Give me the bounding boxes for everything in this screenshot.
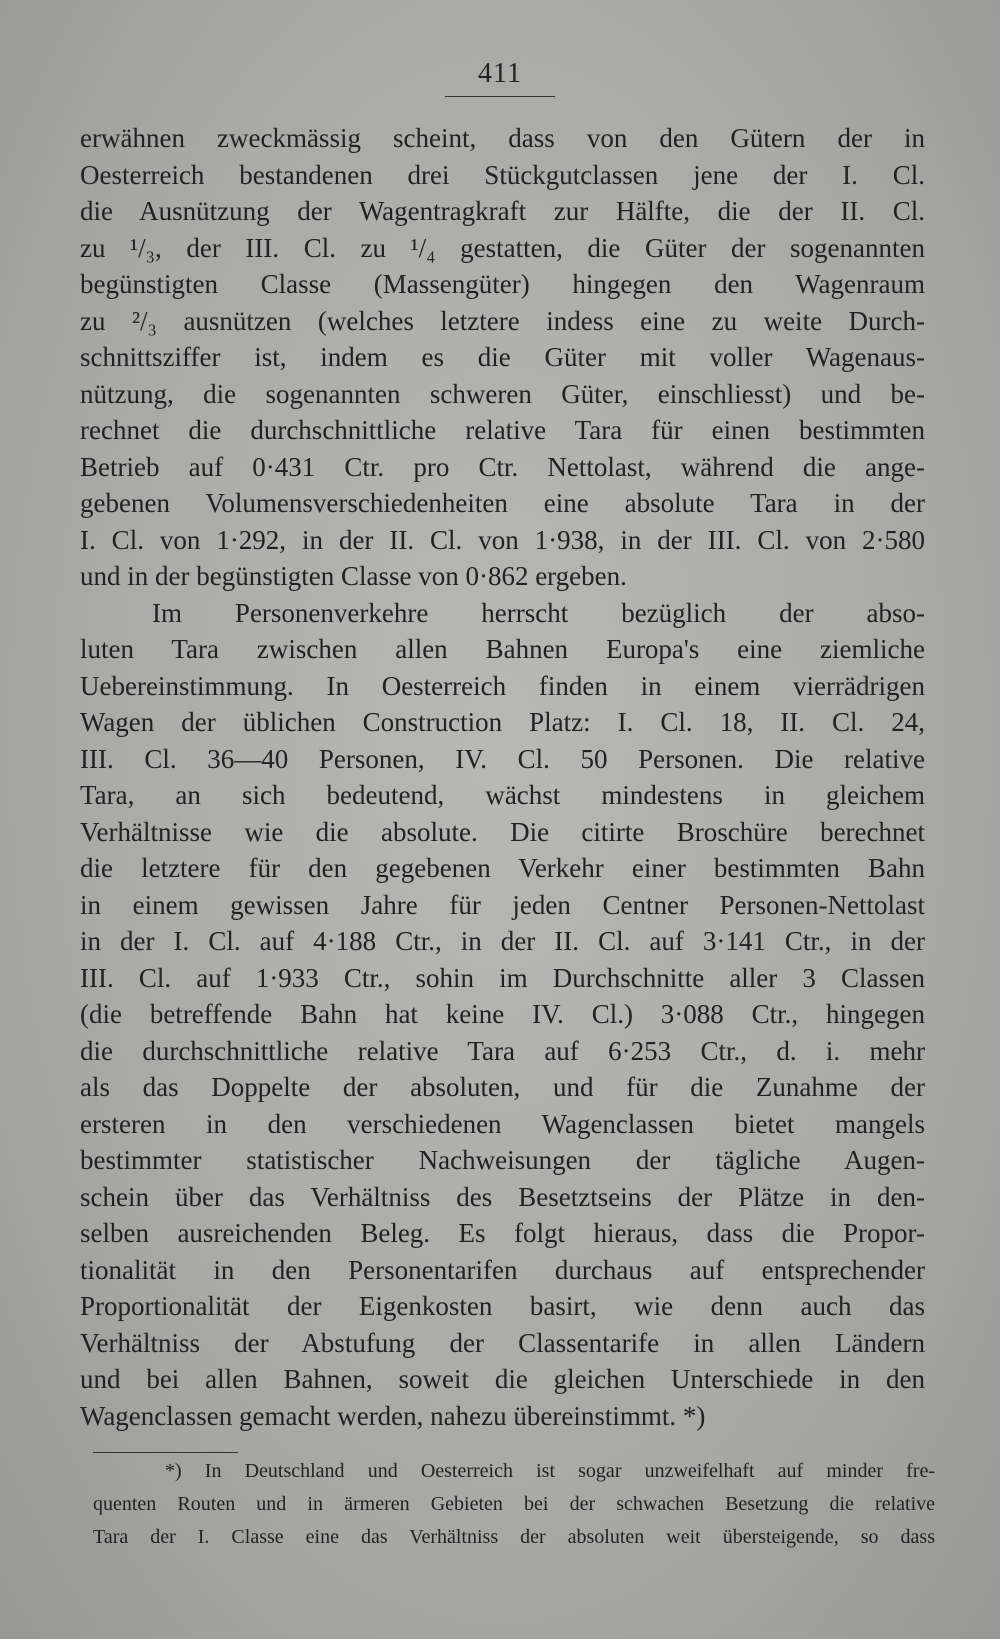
body-text [80, 120, 925, 1434]
text-line: schein über das Verhältniss des Besetztseins der Plätze in den- [80, 1181, 925, 1212]
text-line: Verhältnisse wie die absolute. Die citirte Broschüre berechnet [80, 816, 925, 847]
footnote-line: quenten Routen und in ärmeren Gebieten bei der schwachen Besetzung die relative [93, 1493, 935, 1515]
text-line: tionalität in den Personentarifen durchaus auf entsprechender [80, 1254, 925, 1285]
text-line: rechnet die durchschnittliche relative Tara für einen bestimmten [80, 415, 925, 445]
text-line: Verhältniss der Abstufung der Classentarife in allen Ländern [80, 1327, 925, 1358]
text-line: Oesterreich bestandenen drei Stückgutclassen jene der I. Cl. [80, 159, 925, 190]
text-line: die Ausnützung der Wagentragkraft zur Hälfte, die der II. Cl. [80, 196, 925, 226]
text-line: ersteren in den verschiedenen Wagenclassen bietet mangels [80, 1108, 925, 1139]
footnote-line: Tara der I. Classe eine das Verhältniss der absoluten weit übersteigende, so dass [93, 1526, 935, 1548]
text-line: und bei allen Bahnen, soweit die gleichen Unterschiede in den [80, 1364, 925, 1394]
text-line: III. Cl. auf 1·933 Ctr., sohin im Durchschnitte aller 3 Classen [80, 962, 925, 993]
text-line: bestimmter statistischer Nachweisungen der tägliche Augen- [80, 1145, 925, 1175]
page-number: 411 [478, 58, 522, 89]
header-rule [445, 96, 555, 97]
text-line: schnittsziffer ist, indem es die Güter mit voller Wagenaus- [80, 342, 925, 372]
text-line: zu ¹/₃, der III. Cl. zu ¹/₄ gestatten, die Güter der sogenannten [80, 232, 925, 263]
text-line: die letztere für den gegebenen Verkehr einer bestimmten Bahn [80, 853, 925, 883]
text-line: und in der begünstigten Classe von 0·862 ergeben. [80, 561, 627, 591]
footnote [93, 1455, 935, 1554]
text-line: III. Cl. 36—40 Personen, IV. Cl. 50 Personen. Die relative [80, 743, 925, 774]
text-line: Proportionalität der Eigenkosten basirt, wie denn auch das [80, 1291, 925, 1321]
text-line: begünstigten Classe (Massengüter) hingegen den Wagenraum [80, 269, 925, 299]
text-line: I. Cl. von 1·292, in der II. Cl. von 1·938, in der III. Cl. von 2·580 [80, 524, 925, 555]
footnote-rule [93, 1452, 238, 1453]
text-line: Wagen der üblichen Construction Platz: I. Cl. 18, II. Cl. 24, [80, 707, 925, 737]
text-line: Wagenclassen gemacht werden, nahezu übereinstimmt. *) [80, 1400, 706, 1431]
text-line: gebenen Volumensverschiedenheiten eine absolute Tara in der [80, 488, 925, 518]
paragraph-start-line: Im Personenverkehre herrscht bezüglich der abso- [152, 597, 925, 628]
text-line: in der I. Cl. auf 4·188 Ctr., in der II. Cl. auf 3·141 Ctr., in der [80, 926, 925, 956]
text-line: (die betreffende Bahn hat keine IV. Cl.) 3·088 Ctr., hingegen [80, 999, 925, 1029]
text-line: zu ²/₃ ausnützen (welches letztere indess eine zu weite Durch- [80, 305, 925, 336]
text-line: in einem gewissen Jahre für jeden Centner Personen-Nettolast [80, 889, 925, 920]
text-line: als das Doppelte der absoluten, und für die Zunahme der [80, 1072, 925, 1102]
text-line: Uebereinstimmung. In Oesterreich finden in einem vierrädrigen [80, 670, 925, 701]
text-line: Tara, an sich bedeutend, wächst mindestens in gleichem [80, 780, 925, 810]
text-line: erwähnen zweckmässig scheint, dass von den Gütern der in [80, 123, 925, 153]
text-line: luten Tara zwischen allen Bahnen Europa's eine ziemliche [80, 634, 925, 664]
text-line: die durchschnittliche relative Tara auf 6·253 Ctr., d. i. mehr [80, 1035, 925, 1066]
text-line: selben ausreichenden Beleg. Es folgt hieraus, dass die Propor- [80, 1218, 925, 1248]
text-line: nützung, die sogenannten schweren Güter, einschliesst) und be- [80, 378, 925, 409]
text-line: Betrieb auf 0·431 Ctr. pro Ctr. Nettolast, während die ange- [80, 451, 925, 482]
footnote-line: *) In Deutschland und Oesterreich ist sogar unzweifelhaft auf minder fre- [165, 1460, 935, 1482]
